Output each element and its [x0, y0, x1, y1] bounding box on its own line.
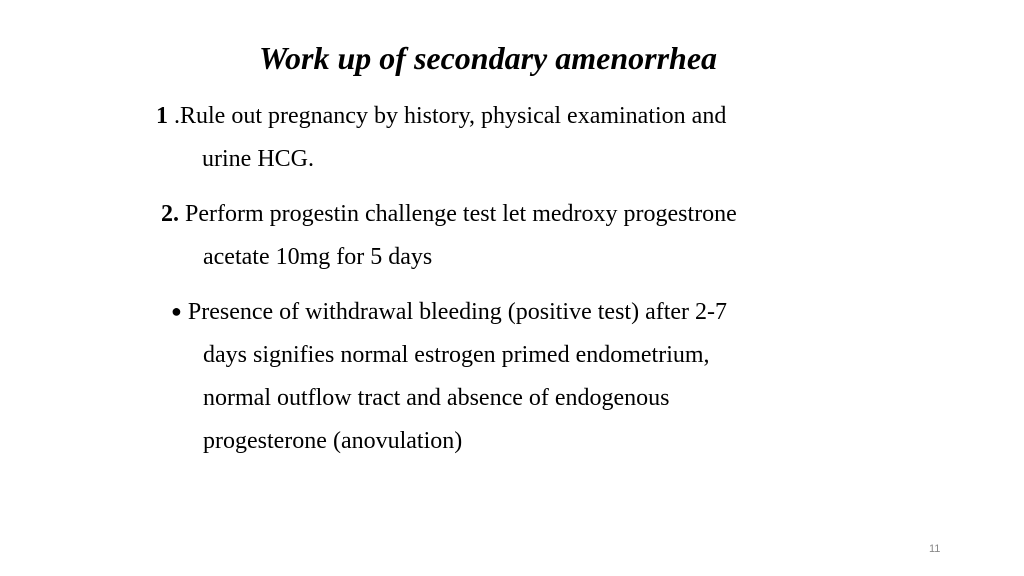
point-1-line-2: urine HCG. — [202, 146, 314, 172]
point-1-text: .Rule out pregnancy by history, physical examination and — [168, 103, 727, 129]
point-1-line-1 — [156, 95, 726, 138]
bullet-point — [171, 290, 727, 463]
bullet-line-2: days signifies normal estrogen primed endometrium, — [203, 342, 710, 368]
bullet-line-3: normal outflow tract and absence of endogenous — [203, 385, 670, 411]
point-2 — [161, 193, 737, 279]
point-1-number: 1 — [156, 103, 168, 129]
slide-title: Work up of secondary amenorrhea — [258, 40, 718, 76]
bullet-line-4: progesterone (anovulation) — [203, 428, 463, 454]
point-2-number: 2. — [161, 201, 179, 227]
point-2-line-1 — [161, 193, 737, 236]
bullet-dot-icon: ● — [171, 301, 182, 321]
bullet-text: Presence of withdrawal bleeding (positive test) after 2-7 — [181, 299, 728, 325]
bullet-line-1 — [171, 290, 727, 334]
point-2-line-2: acetate 10mg for 5 days — [203, 244, 433, 270]
point-1 — [156, 95, 726, 181]
point-2-text: Perform progestin challenge test let medroxy progestrone — [179, 201, 737, 227]
slide-number: 11 — [929, 543, 941, 555]
